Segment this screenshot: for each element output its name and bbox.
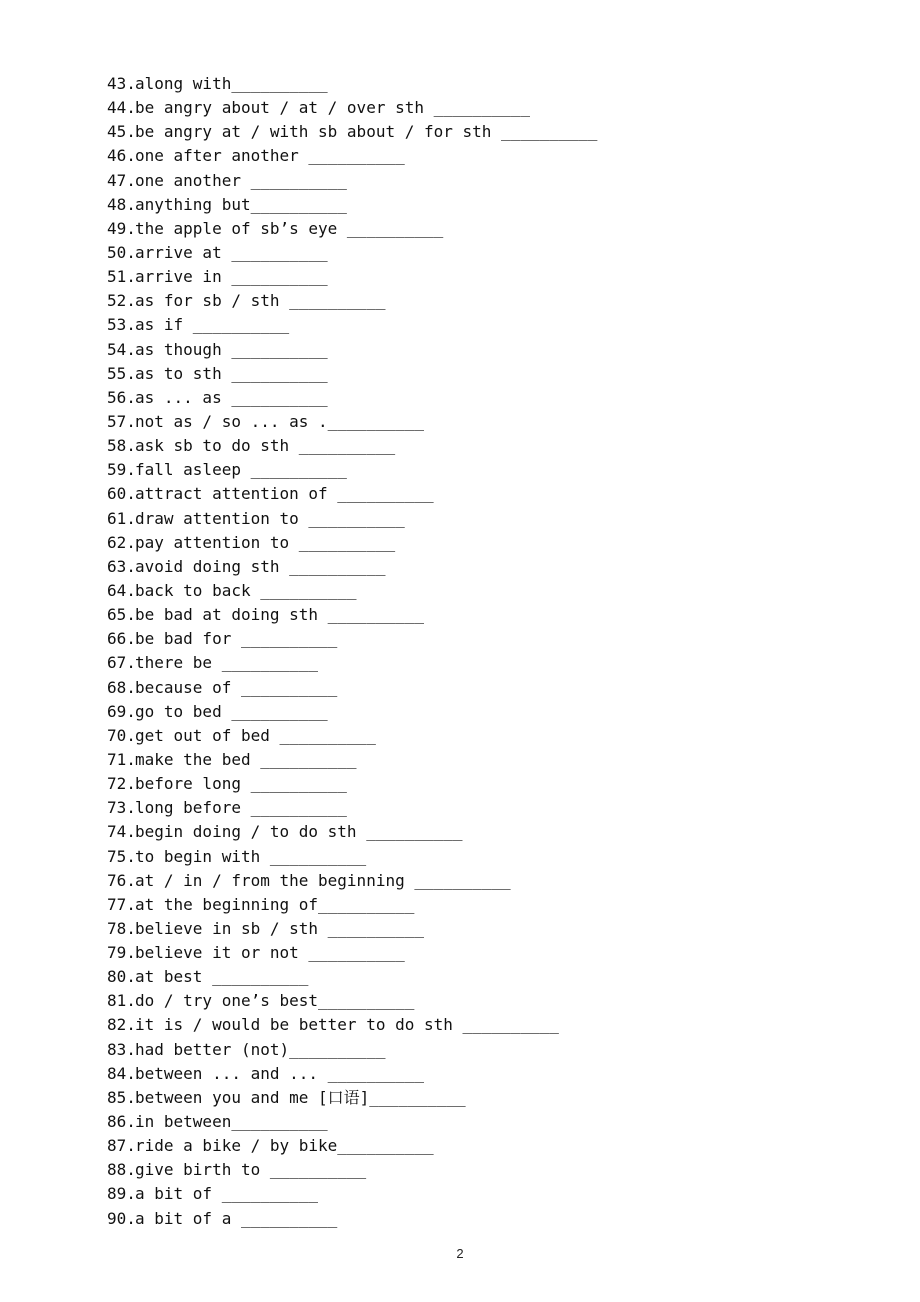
item-number: 57. — [107, 411, 136, 431]
page-number: 2 — [456, 1246, 464, 1261]
phrase-text: at best __________ — [135, 967, 309, 987]
phrase-item — [107, 144, 597, 168]
phrase-text: avoid doing sth __________ — [135, 556, 386, 576]
item-number: 64. — [107, 580, 136, 600]
phrase-text: be bad for __________ — [135, 629, 338, 649]
phrase-item — [107, 72, 597, 96]
phrase-text: pay attention to __________ — [135, 532, 396, 552]
phrase-text: back to back __________ — [135, 580, 357, 600]
item-number: 81. — [107, 991, 136, 1011]
item-number: 71. — [107, 749, 136, 769]
item-number: 45. — [107, 122, 136, 142]
item-number: 72. — [107, 774, 136, 794]
phrase-text: be angry at / with sb about / for sth __________ — [135, 122, 598, 142]
phrase-item — [107, 700, 597, 724]
phrase-text: ask sb to do sth __________ — [135, 436, 396, 456]
item-number: 77. — [107, 894, 136, 914]
phrase-text: as for sb / sth __________ — [135, 291, 386, 311]
phrase-text: before long __________ — [135, 774, 347, 794]
phrase-item — [107, 869, 597, 893]
phrase-item — [107, 289, 597, 313]
phrase-item — [107, 748, 597, 772]
item-number: 50. — [107, 242, 136, 262]
item-number: 80. — [107, 967, 136, 987]
phrase-item — [107, 434, 597, 458]
phrase-item — [107, 676, 597, 700]
phrase-item — [107, 217, 597, 241]
phrase-text: give birth to __________ — [135, 1160, 367, 1180]
phrase-text: as though __________ — [135, 339, 328, 359]
item-number: 53. — [107, 315, 136, 335]
phrase-text: the apple of sb’s eye __________ — [135, 218, 444, 238]
phrase-text: make the bed __________ — [135, 749, 357, 769]
phrase-list — [107, 72, 597, 1231]
phrase-text: arrive at __________ — [135, 242, 328, 262]
item-number: 63. — [107, 556, 136, 576]
item-number: 58. — [107, 436, 136, 456]
phrase-item — [107, 120, 597, 144]
phrase-item — [107, 917, 597, 941]
phrase-item — [107, 603, 597, 627]
item-number: 55. — [107, 363, 136, 383]
phrase-item — [107, 651, 597, 675]
phrase-item — [107, 531, 597, 555]
phrase-item — [107, 169, 597, 193]
item-number: 89. — [107, 1184, 136, 1204]
phrase-item — [107, 1013, 597, 1037]
phrase-item — [107, 193, 597, 217]
item-number: 46. — [107, 146, 136, 166]
phrase-text: one another __________ — [135, 170, 347, 190]
item-number: 52. — [107, 291, 136, 311]
phrase-item — [107, 410, 597, 434]
phrase-text: as ... as __________ — [135, 387, 328, 407]
phrase-text: in between__________ — [135, 1112, 328, 1132]
phrase-text: ride a bike / by bike__________ — [135, 1136, 434, 1156]
phrase-text: believe in sb / sth __________ — [135, 918, 424, 938]
phrase-text: one after another __________ — [135, 146, 405, 166]
phrase-text: as if __________ — [135, 315, 290, 335]
phrase-item — [107, 772, 597, 796]
item-number: 83. — [107, 1039, 136, 1059]
phrase-item — [107, 989, 597, 1013]
phrase-text: go to bed __________ — [135, 701, 328, 721]
item-number: 69. — [107, 701, 136, 721]
item-number: 61. — [107, 508, 136, 528]
phrase-text: between you and me [口语]__________ — [135, 1087, 466, 1107]
item-number: 82. — [107, 1015, 136, 1035]
item-number: 84. — [107, 1063, 136, 1083]
item-number: 66. — [107, 629, 136, 649]
item-number: 51. — [107, 267, 136, 287]
item-number: 73. — [107, 798, 136, 818]
item-number: 67. — [107, 653, 136, 673]
phrase-text: anything but__________ — [135, 194, 347, 214]
item-number: 47. — [107, 170, 136, 190]
phrase-item — [107, 627, 597, 651]
item-number: 65. — [107, 605, 136, 625]
item-number: 85. — [107, 1087, 136, 1107]
phrase-item — [107, 507, 597, 531]
phrase-item — [107, 458, 597, 482]
phrase-text: draw attention to __________ — [135, 508, 405, 528]
item-number: 76. — [107, 870, 136, 890]
item-number: 59. — [107, 460, 136, 480]
item-number: 87. — [107, 1136, 136, 1156]
item-number: 78. — [107, 918, 136, 938]
phrase-text: had better (not)__________ — [135, 1039, 386, 1059]
phrase-item — [107, 1182, 597, 1206]
item-number: 70. — [107, 725, 136, 745]
phrase-text: not as / so ... as .__________ — [135, 411, 424, 431]
phrase-item — [107, 96, 597, 120]
phrase-item — [107, 386, 597, 410]
phrase-item — [107, 482, 597, 506]
phrase-item — [107, 1158, 597, 1182]
item-number: 60. — [107, 484, 136, 504]
item-number: 62. — [107, 532, 136, 552]
phrase-text: fall asleep __________ — [135, 460, 347, 480]
item-number: 43. — [107, 74, 136, 93]
phrase-text: long before __________ — [135, 798, 347, 818]
phrase-text: get out of bed __________ — [135, 725, 376, 745]
phrase-item — [107, 555, 597, 579]
phrase-item — [107, 965, 597, 989]
item-number: 48. — [107, 194, 136, 214]
phrase-text: to begin with __________ — [135, 846, 367, 866]
item-number: 75. — [107, 846, 136, 866]
item-number: 68. — [107, 677, 136, 697]
item-number: 86. — [107, 1112, 136, 1132]
phrase-text: a bit of __________ — [135, 1184, 319, 1204]
phrase-text: believe it or not __________ — [135, 943, 405, 963]
phrase-text: a bit of a __________ — [135, 1208, 338, 1228]
phrase-item — [107, 941, 597, 965]
phrase-item — [107, 241, 597, 265]
phrase-item — [107, 1062, 597, 1086]
phrase-text: between ... and ... __________ — [135, 1063, 424, 1083]
item-number: 90. — [107, 1208, 136, 1228]
phrase-item — [107, 893, 597, 917]
phrase-text: be angry about / at / over sth __________ — [135, 98, 530, 118]
phrase-item — [107, 1086, 597, 1110]
phrase-text: along with__________ — [135, 74, 328, 93]
item-number: 44. — [107, 98, 136, 118]
phrase-item — [107, 1134, 597, 1158]
phrase-item — [107, 796, 597, 820]
phrase-item — [107, 265, 597, 289]
phrase-text: as to sth __________ — [135, 363, 328, 383]
phrase-text: be bad at doing sth __________ — [135, 605, 424, 625]
phrase-item — [107, 1110, 597, 1134]
phrase-text: at the beginning of__________ — [135, 894, 415, 914]
phrase-item — [107, 338, 597, 362]
phrase-text: at / in / from the beginning __________ — [135, 870, 511, 890]
phrase-text: attract attention of __________ — [135, 484, 434, 504]
item-number: 49. — [107, 218, 136, 238]
phrase-item — [107, 845, 597, 869]
phrase-item — [107, 820, 597, 844]
phrase-text: arrive in __________ — [135, 267, 328, 287]
item-number: 79. — [107, 943, 136, 963]
phrase-item — [107, 1038, 597, 1062]
item-number: 56. — [107, 387, 136, 407]
phrase-item — [107, 1207, 597, 1231]
item-number: 88. — [107, 1160, 136, 1180]
phrase-text: begin doing / to do sth __________ — [135, 822, 463, 842]
item-number: 54. — [107, 339, 136, 359]
phrase-text: it is / would be better to do sth __________ — [135, 1015, 559, 1035]
phrase-item — [107, 362, 597, 386]
phrase-text: because of __________ — [135, 677, 338, 697]
phrase-text: there be __________ — [135, 653, 319, 673]
phrase-item — [107, 313, 597, 337]
phrase-item — [107, 579, 597, 603]
item-number: 74. — [107, 822, 136, 842]
phrase-text: do / try one’s best__________ — [135, 991, 415, 1011]
phrase-item — [107, 724, 597, 748]
